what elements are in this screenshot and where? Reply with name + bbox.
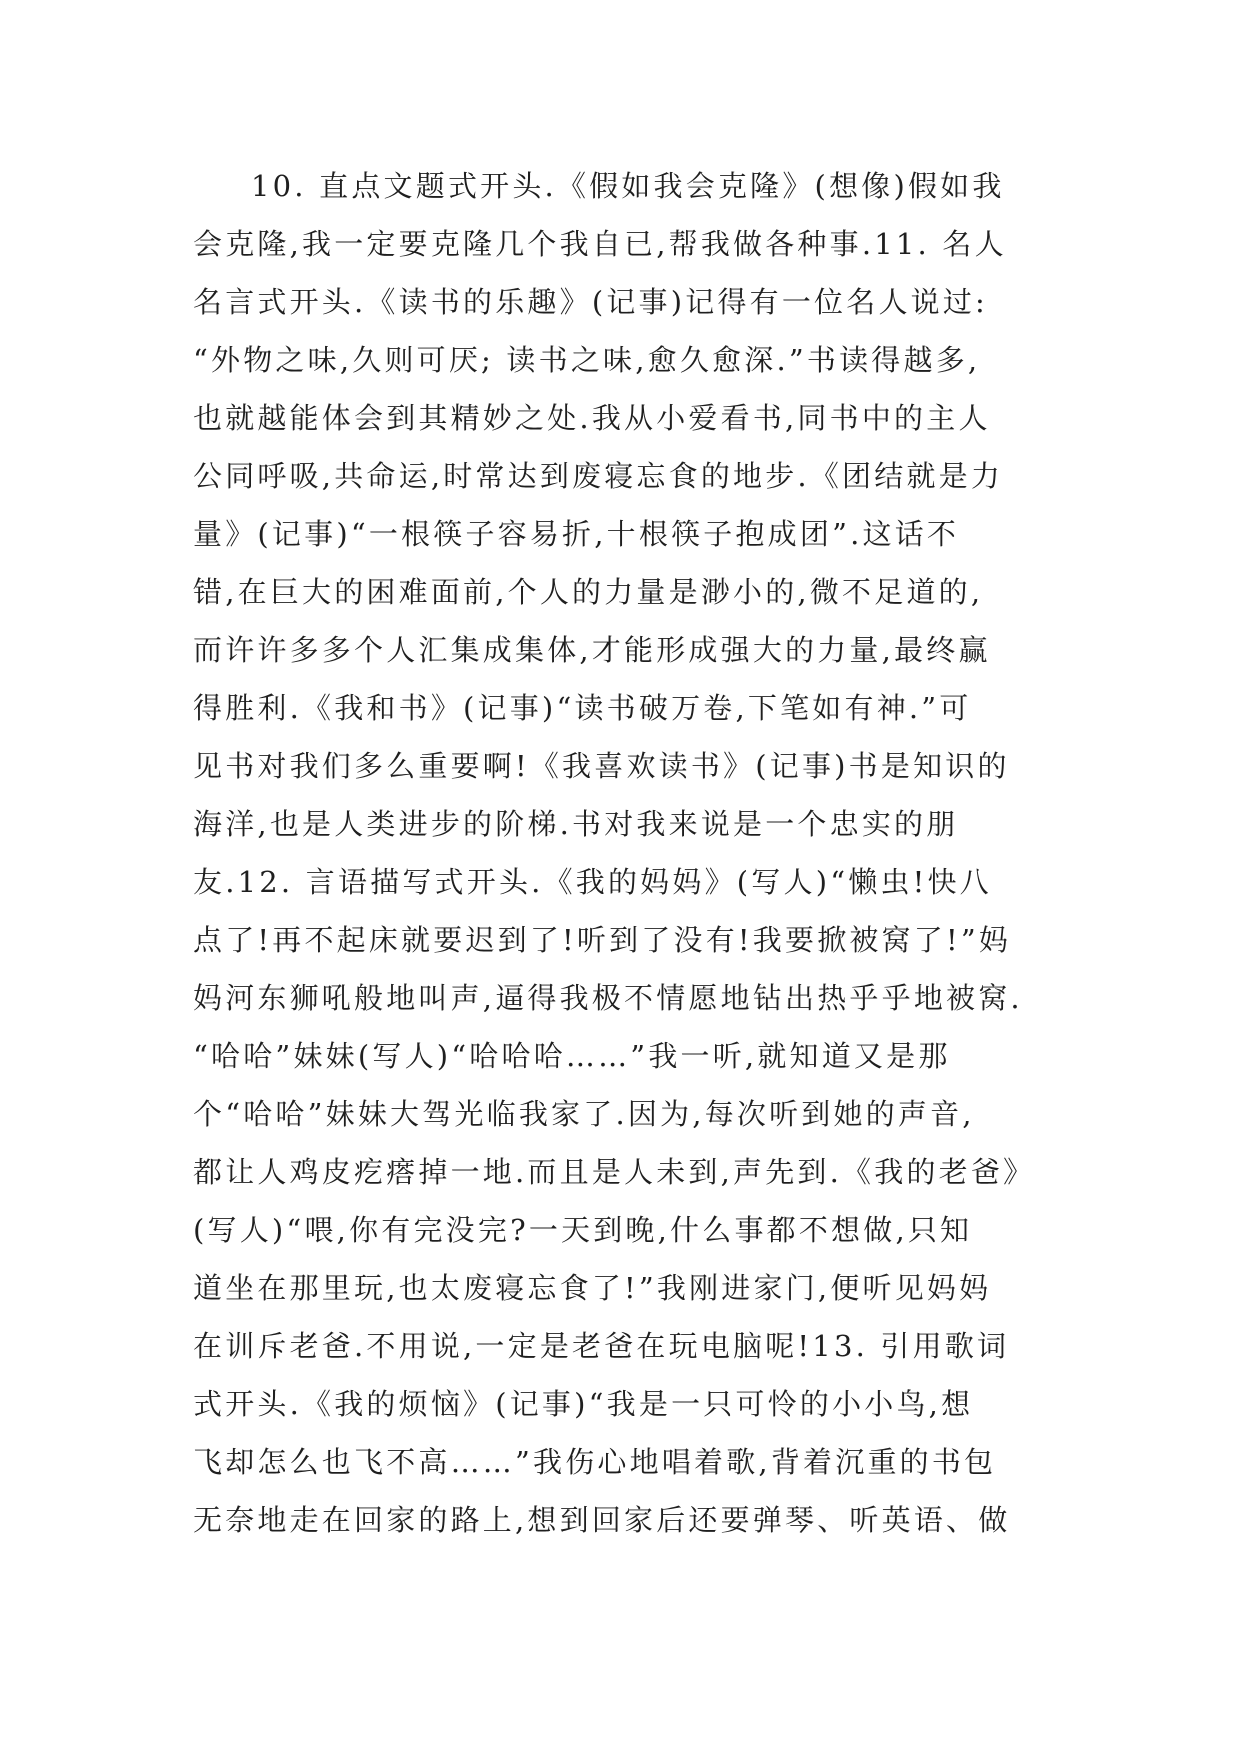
body-text <box>193 157 1053 1549</box>
text-line: 10. 直点文题式开头.《假如我会克隆》(想像)假如我 <box>251 169 1005 203</box>
text-line: 友.12. 言语描写式开头.《我的妈妈》(写人)“懒虫!快八 <box>193 865 992 899</box>
text-line: 见书对我们多么重要啊!《我喜欢读书》(记事)书是知识的 <box>193 749 1010 783</box>
text-line: 会克隆,我一定要克隆几个我自已,帮我做各种事.11. 名人 <box>193 227 1007 261</box>
text-line: “哈哈”妹妹(写人)“哈哈哈……”我一听,就知道又是那 <box>193 1039 951 1073</box>
text-line: 量》(记事)“一根筷子容易折,十根筷子抱成团”.这话不 <box>193 517 960 551</box>
text-line: 无奈地走在回家的路上,想到回家后还要弹琴、听英语、做 <box>193 1503 1011 1537</box>
text-line: 妈河东狮吼般地叫声,逼得我极不情愿地钻出热乎乎地被窝. <box>193 981 1023 1015</box>
text-line: 都让人鸡皮疙瘩掉一地.而且是人未到,声先到.《我的老爸》 <box>193 1155 1036 1189</box>
text-line: 而许许多多个人汇集成集体,才能形成强大的力量,最终赢 <box>193 633 991 667</box>
text-line: 海洋,也是人类进步的阶梯.书对我来说是一个忠实的朋 <box>193 807 959 841</box>
text-line: “外物之味,久则可厌; 读书之味,愈久愈深.”书读得越多, <box>193 343 981 377</box>
text-line: 点了!再不起床就要迟到了!听到了没有!我要掀被窝了!”妈 <box>193 923 1012 957</box>
text-line: 错,在巨大的困难面前,个人的力量是渺小的,微不足道的, <box>193 575 984 609</box>
text-line: 飞却怎么也飞不高……”我伤心地唱着歌,背着沉重的书包 <box>193 1445 997 1479</box>
text-line: 个“哈哈”妹妹大驾光临我家了.因为,每次听到她的声音, <box>193 1097 975 1131</box>
text-line: (写人)“喂,你有完没完?一天到晚,什么事都不想做,只知 <box>193 1213 973 1247</box>
text-line: 得胜利.《我和书》(记事)“读书破万卷,下笔如有神.”可 <box>193 691 972 725</box>
text-line: 道坐在那里玩,也太废寝忘食了!”我刚进家门,便听见妈妈 <box>193 1271 992 1305</box>
text-line: 也就越能体会到其精妙之处.我从小爱看书,同书中的主人 <box>193 401 991 435</box>
text-line: 在训斥老爸.不用说,一定是老爸在玩电脑呢!13. 引用歌词 <box>193 1329 1010 1363</box>
text-line: 名言式开头.《读书的乐趣》(记事)记得有一位名人说过: <box>193 285 989 319</box>
text-line: 公同呼吸,共命运,时常达到废寝忘食的地步.《团结就是力 <box>193 459 1004 493</box>
text-line: 式开头.《我的烦恼》(记事)“我是一只可怜的小小鸟,想 <box>193 1387 974 1421</box>
